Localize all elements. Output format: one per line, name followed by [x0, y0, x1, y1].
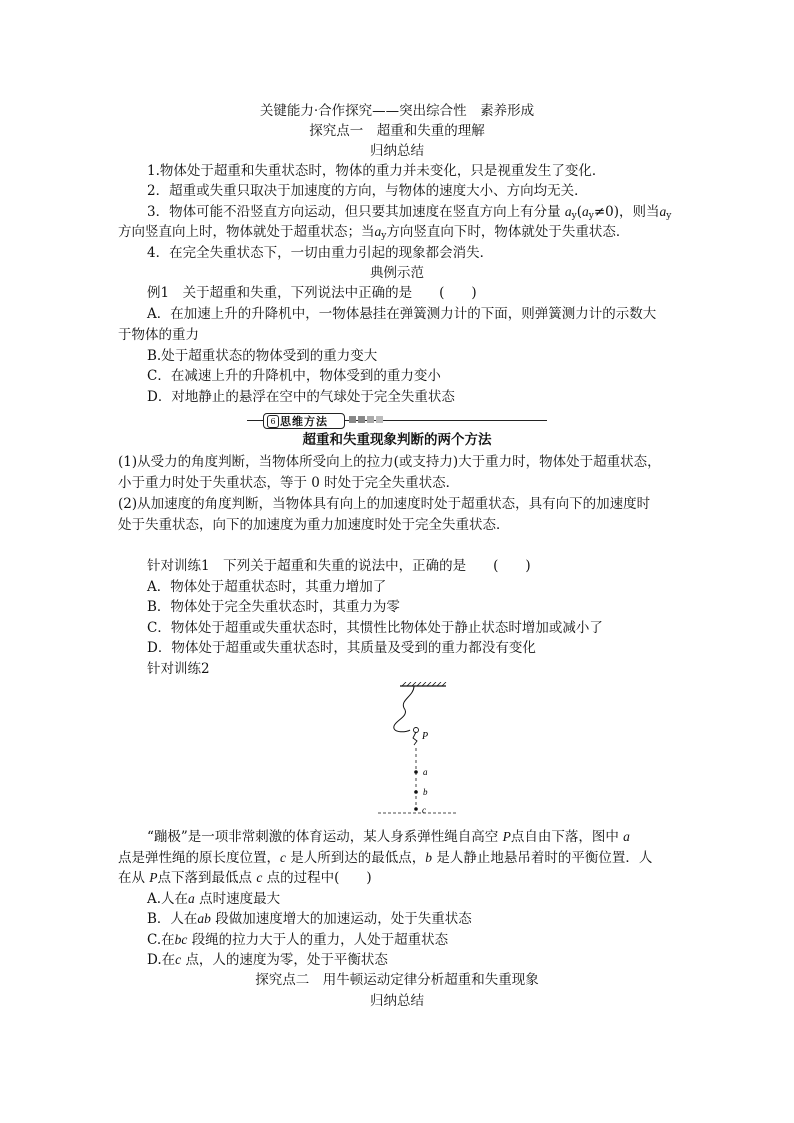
- example-option-c: C．在减速上升的升降机中，物体受到的重力变小: [147, 368, 441, 384]
- training1-option-b: B．物体处于完全失重状态时，其重力为零: [147, 599, 400, 615]
- training2-label: 针对训练2: [147, 661, 210, 677]
- training2-option-d: D.在c 点，人的速度为零，处于平衡状态: [147, 952, 388, 968]
- method-title: 超重和失重现象判断的两个方法: [302, 432, 492, 448]
- method-p2-line2: 处于失重状态，向下的加速度为重力加速度时处于完全失重状态．: [118, 517, 510, 533]
- summary-item-1: 1.物体处于超重和失重状态时，物体的重力并未变化，只是视重发生了变化．: [147, 163, 606, 179]
- training2-stem-line3: 在从 P点下落到最低点 c 点的过程中( ): [118, 870, 372, 886]
- summary-item-2: 2．超重或失重只取决于加速度的方向，与物体的速度大小、方向均无关．: [147, 183, 588, 199]
- point2-title: 探究点二 用牛顿运动定律分析超重和失重现象: [255, 972, 539, 988]
- training1-option-c: C．物体处于超重或失重状态时，其惯性比物体处于静止状态时增加或减小了: [147, 620, 603, 636]
- banner-block-3: [367, 416, 374, 423]
- method-icon: 6: [267, 415, 279, 428]
- banner-label: 思维方法: [280, 415, 328, 428]
- method-p2-line1: (2)从加速度的角度判断，当物体具有向上的加速度时处于超重状态，具有向下的加速度时: [118, 496, 651, 512]
- banner-block-2: [358, 416, 365, 423]
- example-option-a-line2: 于物体的重力: [118, 327, 199, 343]
- training2-option-b: B．人在ab 段做加速度增大的加速运动，处于失重状态: [147, 911, 472, 927]
- example-question: 例1 关于超重和失重，下列说法中正确的是 ( ): [147, 285, 477, 301]
- label-a: a: [423, 767, 428, 777]
- label-b: b: [423, 787, 428, 797]
- summary-item-3-line1: 3．物体可能不沿竖直方向运动，但只要其加速度在竖直方向上有分量 $a_y(a_y\ne 0)$，则当$a_y$: [147, 204, 672, 221]
- point2-summary-label: 归纳总结: [370, 993, 424, 1009]
- method-p1-line2: 小于重力时处于失重状态，等于 0 时处于完全失重状态．: [118, 475, 460, 491]
- banner-rule-left: [247, 420, 263, 421]
- training2-option-c: C.在bc 段绳的拉力大于人的重力，人处于超重状态: [147, 932, 449, 948]
- training2-stem-line1: “蹦极”是一项非常刺激的体育运动，某人身系弹性绳自高空 P点自由下落，图中 a: [147, 829, 630, 845]
- training1-option-d: D．物体处于超重或失重状态时，其质量及受到的重力都没有变化: [147, 640, 536, 656]
- banner-box: [263, 413, 345, 429]
- bungee-figure: [370, 682, 470, 822]
- training1-question: 针对训练1 下列关于超重和失重的说法中，正确的是 ( ): [147, 558, 531, 574]
- banner-block-1: [349, 416, 356, 423]
- training1-option-a: A．物体处于超重状态时，其重力增加了: [147, 579, 387, 595]
- example-option-a-line1: A．在加速上升的升降机中，一物体悬挂在弹簧测力计的下面，则弹簧测力计的示数大: [147, 306, 657, 322]
- training2-option-a: A.人在a 点时速度最大: [147, 891, 281, 907]
- summary-label: 归纳总结: [370, 143, 424, 159]
- section-title: 关键能力·合作探究——突出综合性 素养形成: [259, 103, 535, 119]
- example-option-d: D．对地静止的悬浮在空中的气球处于完全失重状态: [147, 389, 455, 405]
- point1-title: 探究点一 超重和失重的理解: [309, 123, 485, 139]
- method-banner: [247, 412, 547, 430]
- training2-stem-line2: 点是弹性绳的原长度位置，c 是人所到达的最低点，b 是人静止地悬吊着时的平衡位置．人: [118, 850, 653, 866]
- label-c: c: [422, 805, 426, 815]
- summary-item-3-line2: 方向竖直向上时，物体就处于超重状态；当$a_y$方向竖直向下时，物体就处于失重状态．: [118, 224, 630, 241]
- summary-item-4: 4．在完全失重状态下，一切由重力引起的现象都会消失．: [147, 245, 494, 261]
- banner-block-4: [376, 416, 383, 423]
- label-p: P: [422, 731, 429, 742]
- method-p1-line1: (1)从受力的角度判断，当物体所受向上的拉力(或支持力)大于重力时，物体处于超重状态，: [118, 454, 661, 470]
- example-heading: 典例示范: [370, 265, 424, 281]
- example-option-b: B.处于超重状态的物体受到的重力变大: [147, 348, 378, 364]
